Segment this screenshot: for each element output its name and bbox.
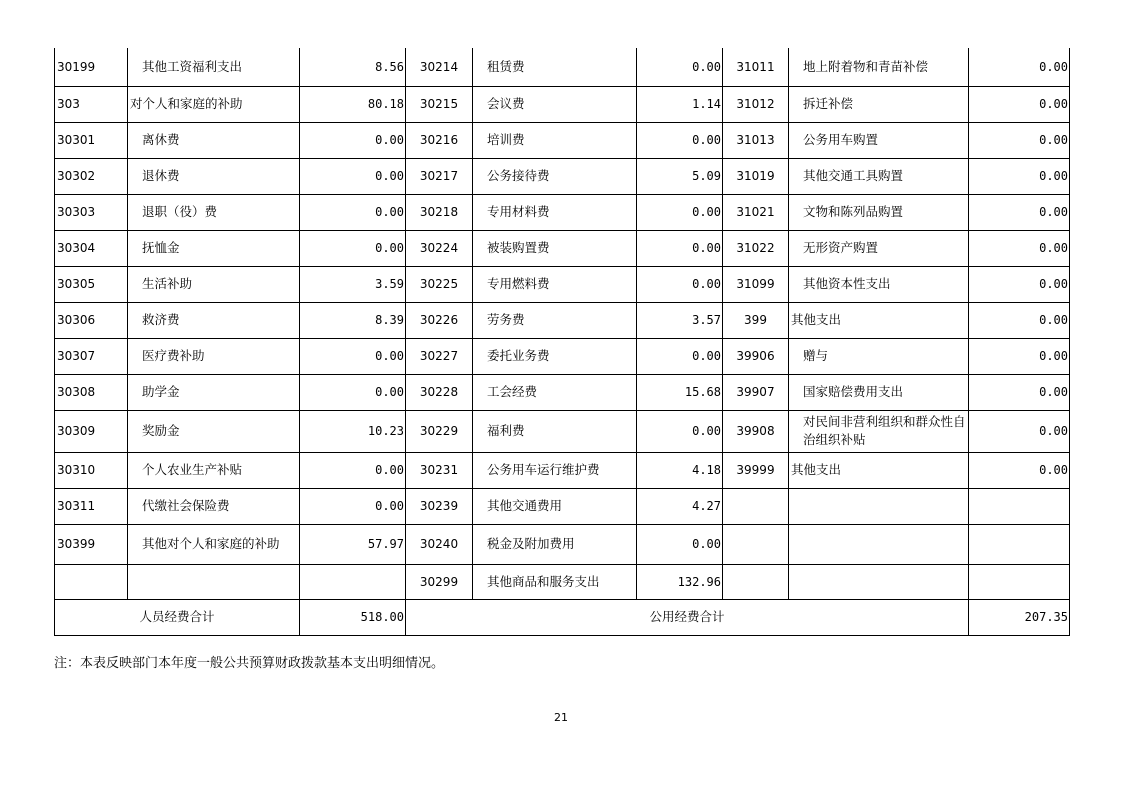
item-code: 31013 <box>723 122 789 158</box>
item-code: 30228 <box>406 374 473 410</box>
personnel-total-label: 人员经费合计 <box>55 599 300 635</box>
item-name: 离休费 <box>128 122 300 158</box>
item-code: 30309 <box>55 410 128 452</box>
item-name: 其他对个人和家庭的补助 <box>128 524 300 564</box>
item-name: 抚恤金 <box>128 230 300 266</box>
item-name <box>128 564 300 599</box>
item-code: 39906 <box>723 338 789 374</box>
item-name: 福利费 <box>473 410 637 452</box>
table-row <box>55 86 1070 122</box>
item-name: 专用材料费 <box>473 194 637 230</box>
item-amount: 0.00 <box>637 410 723 452</box>
item-code: 30227 <box>406 338 473 374</box>
item-amount: 57.97 <box>300 524 406 564</box>
item-name: 拆迁补偿 <box>789 86 969 122</box>
item-name: 地上附着物和青苗补偿 <box>789 48 969 86</box>
item-name: 工会经费 <box>473 374 637 410</box>
table-row <box>55 266 1070 302</box>
item-amount: 3.59 <box>300 266 406 302</box>
item-code: 30310 <box>55 452 128 488</box>
item-code: 30303 <box>55 194 128 230</box>
item-amount: 1.14 <box>637 86 723 122</box>
item-amount: 0.00 <box>637 524 723 564</box>
item-amount: 0.00 <box>969 86 1070 122</box>
item-name <box>789 564 969 599</box>
item-code: 30307 <box>55 338 128 374</box>
item-name: 奖励金 <box>128 410 300 452</box>
item-amount: 0.00 <box>969 302 1070 338</box>
item-name: 代缴社会保险费 <box>128 488 300 524</box>
item-code <box>723 488 789 524</box>
item-name: 医疗费补助 <box>128 338 300 374</box>
item-amount: 0.00 <box>969 48 1070 86</box>
table-row <box>55 230 1070 266</box>
item-name: 公务用车运行维护费 <box>473 452 637 488</box>
item-code: 30231 <box>406 452 473 488</box>
table-row <box>55 158 1070 194</box>
item-amount: 15.68 <box>637 374 723 410</box>
item-name: 会议费 <box>473 86 637 122</box>
item-amount: 0.00 <box>637 266 723 302</box>
item-code: 30216 <box>406 122 473 158</box>
item-code: 31022 <box>723 230 789 266</box>
item-name: 劳务费 <box>473 302 637 338</box>
item-amount: 8.39 <box>300 302 406 338</box>
item-amount: 4.18 <box>637 452 723 488</box>
item-amount: 0.00 <box>637 194 723 230</box>
item-code: 30226 <box>406 302 473 338</box>
item-name: 公务用车购置 <box>789 122 969 158</box>
item-amount: 0.00 <box>300 230 406 266</box>
item-code: 30240 <box>406 524 473 564</box>
item-name: 委托业务费 <box>473 338 637 374</box>
table-row <box>55 524 1070 564</box>
item-code: 39907 <box>723 374 789 410</box>
item-name: 被装购置费 <box>473 230 637 266</box>
item-amount: 4.27 <box>637 488 723 524</box>
item-code: 39908 <box>723 410 789 452</box>
item-code: 31019 <box>723 158 789 194</box>
table-row <box>55 410 1070 452</box>
item-name: 其他资本性支出 <box>789 266 969 302</box>
table-row <box>55 122 1070 158</box>
table-row <box>55 48 1070 86</box>
item-code: 303 <box>55 86 128 122</box>
item-amount: 80.18 <box>300 86 406 122</box>
item-amount: 0.00 <box>969 338 1070 374</box>
item-code: 30305 <box>55 266 128 302</box>
item-amount: 132.96 <box>637 564 723 599</box>
item-amount <box>300 564 406 599</box>
item-amount: 0.00 <box>300 488 406 524</box>
item-code: 30217 <box>406 158 473 194</box>
item-name: 其他工资福利支出 <box>128 48 300 86</box>
item-code <box>723 564 789 599</box>
item-amount: 0.00 <box>300 452 406 488</box>
table-row <box>55 194 1070 230</box>
item-amount: 10.23 <box>300 410 406 452</box>
item-amount: 0.00 <box>969 194 1070 230</box>
item-name: 其他商品和服务支出 <box>473 564 637 599</box>
item-amount <box>969 488 1070 524</box>
item-name <box>789 488 969 524</box>
item-amount: 0.00 <box>969 230 1070 266</box>
item-name: 个人农业生产补贴 <box>128 452 300 488</box>
item-name: 公务接待费 <box>473 158 637 194</box>
item-name: 生活补助 <box>128 266 300 302</box>
item-amount: 0.00 <box>637 338 723 374</box>
item-name: 助学金 <box>128 374 300 410</box>
item-name: 文物和陈列品购置 <box>789 194 969 230</box>
item-amount: 0.00 <box>300 122 406 158</box>
personnel-total-value: 518.00 <box>300 599 406 635</box>
item-code: 30225 <box>406 266 473 302</box>
item-name <box>789 524 969 564</box>
item-amount: 0.00 <box>969 374 1070 410</box>
item-amount: 0.00 <box>300 194 406 230</box>
item-code: 31011 <box>723 48 789 86</box>
item-name: 其他交通费用 <box>473 488 637 524</box>
table-row <box>55 374 1070 410</box>
item-code: 39999 <box>723 452 789 488</box>
item-amount: 0.00 <box>969 122 1070 158</box>
item-name: 退职（役）费 <box>128 194 300 230</box>
item-amount: 0.00 <box>300 338 406 374</box>
item-code: 30215 <box>406 86 473 122</box>
page-number: 21 <box>554 711 568 724</box>
item-amount: 0.00 <box>969 410 1070 452</box>
item-code: 30224 <box>406 230 473 266</box>
item-amount: 0.00 <box>300 374 406 410</box>
public-total-value: 207.35 <box>969 599 1070 635</box>
item-code: 31012 <box>723 86 789 122</box>
item-code: 30399 <box>55 524 128 564</box>
item-name: 无形资产购置 <box>789 230 969 266</box>
table-body <box>55 48 1070 599</box>
item-code: 399 <box>723 302 789 338</box>
item-amount: 0.00 <box>637 230 723 266</box>
item-name: 税金及附加费用 <box>473 524 637 564</box>
item-code: 30308 <box>55 374 128 410</box>
item-amount: 0.00 <box>969 452 1070 488</box>
table-row <box>55 488 1070 524</box>
item-amount: 8.56 <box>300 48 406 86</box>
item-code: 30306 <box>55 302 128 338</box>
item-name: 赠与 <box>789 338 969 374</box>
item-name: 退休费 <box>128 158 300 194</box>
item-name: 租赁费 <box>473 48 637 86</box>
item-code: 30214 <box>406 48 473 86</box>
table-row <box>55 338 1070 374</box>
table-note: 注：本表反映部门本年度一般公共预算财政拨款基本支出明细情况。 <box>54 656 445 671</box>
item-code: 31099 <box>723 266 789 302</box>
item-name: 其他支出 <box>789 302 969 338</box>
item-code: 30311 <box>55 488 128 524</box>
item-code: 30199 <box>55 48 128 86</box>
item-code: 30229 <box>406 410 473 452</box>
item-code: 31021 <box>723 194 789 230</box>
item-amount: 0.00 <box>637 122 723 158</box>
item-name: 救济费 <box>128 302 300 338</box>
item-code: 30301 <box>55 122 128 158</box>
item-name: 专用燃料费 <box>473 266 637 302</box>
item-amount: 0.00 <box>300 158 406 194</box>
item-amount <box>969 564 1070 599</box>
item-code: 30304 <box>55 230 128 266</box>
item-code <box>55 564 128 599</box>
item-code <box>723 524 789 564</box>
item-amount: 3.57 <box>637 302 723 338</box>
item-name: 培训费 <box>473 122 637 158</box>
public-total-label: 公用经费合计 <box>406 599 969 635</box>
table-row <box>55 302 1070 338</box>
totals-row <box>55 599 1070 635</box>
table-row <box>55 564 1070 599</box>
item-amount <box>969 524 1070 564</box>
item-name: 对个人和家庭的补助 <box>128 86 300 122</box>
item-name: 其他交通工具购置 <box>789 158 969 194</box>
item-amount: 0.00 <box>637 48 723 86</box>
item-name: 对民间非营利组织和群众性自治组织补贴 <box>789 410 969 452</box>
item-code: 30218 <box>406 194 473 230</box>
item-code: 30239 <box>406 488 473 524</box>
table-row <box>55 452 1070 488</box>
item-name: 其他支出 <box>789 452 969 488</box>
item-code: 30302 <box>55 158 128 194</box>
expenditure-detail-table <box>54 48 1070 636</box>
item-name: 国家赔偿费用支出 <box>789 374 969 410</box>
item-amount: 0.00 <box>969 266 1070 302</box>
item-amount: 0.00 <box>969 158 1070 194</box>
item-code: 30299 <box>406 564 473 599</box>
item-amount: 5.09 <box>637 158 723 194</box>
